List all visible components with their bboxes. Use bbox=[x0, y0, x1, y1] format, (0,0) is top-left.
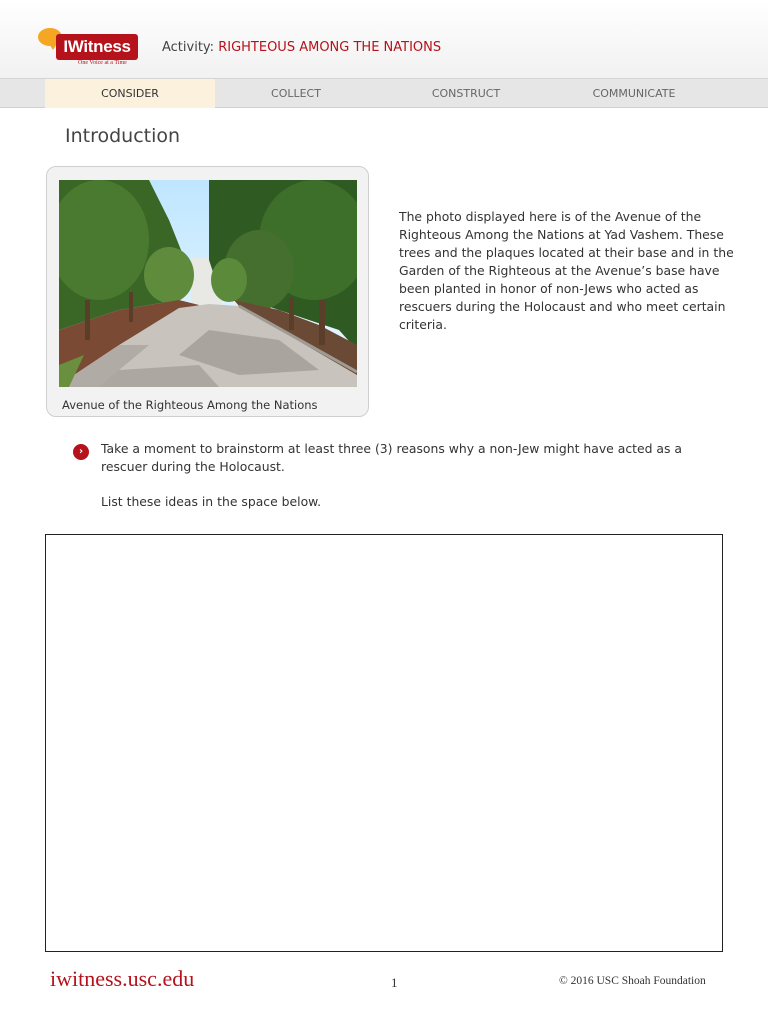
photo-card bbox=[46, 166, 369, 417]
logo-wordmark: IWitness bbox=[56, 34, 138, 60]
logo-tagline: One Voice at a Time bbox=[78, 60, 127, 66]
prompt-text: Take a moment to brainstorm at least three (3) reasons why a non-Jew might have acted as a rescuer during the Holocaust. bbox=[101, 441, 682, 474]
chevron-right-icon: › bbox=[73, 444, 89, 460]
avenue-photo-image bbox=[59, 180, 357, 387]
iwitness-logo[interactable] bbox=[38, 26, 142, 72]
intro-paragraph: The photo displayed here is of the Avenue of the Righteous Among the Nations at Yad Vashem. These trees and the plaques located at their base and in the Garden of the Righteous at the Avenue’s base have been planted in honor of non-Jews who acted as rescuers during the Holocaust and who meet certain criteria. bbox=[399, 209, 734, 332]
activity-title bbox=[162, 40, 441, 55]
answer-input-area[interactable] bbox=[45, 534, 723, 952]
tab-communicate[interactable]: COMMUNICATE bbox=[592, 87, 676, 100]
photo-caption: Avenue of the Righteous Among the Nations bbox=[62, 398, 318, 412]
activity-prefix: Activity: bbox=[162, 40, 215, 55]
tab-construct[interactable]: CONSTRUCT bbox=[431, 87, 501, 100]
header bbox=[0, 0, 768, 78]
footer-url[interactable]: iwitness.usc.edu bbox=[50, 966, 195, 991]
activity-name: RIGHTEOUS AMONG THE NATIONS bbox=[218, 40, 442, 55]
tab-collect[interactable]: COLLECT bbox=[271, 87, 321, 100]
step-nav bbox=[0, 78, 768, 108]
prompt-instruction: List these ideas in the space below. bbox=[101, 494, 322, 509]
copyright: © 2016 USC Shoah Foundation bbox=[559, 975, 706, 987]
page-title: Introduction bbox=[65, 125, 181, 147]
tab-consider[interactable]: CONSIDER bbox=[45, 79, 215, 108]
page-number: 1 bbox=[391, 975, 398, 990]
avenue-photo bbox=[59, 180, 357, 387]
